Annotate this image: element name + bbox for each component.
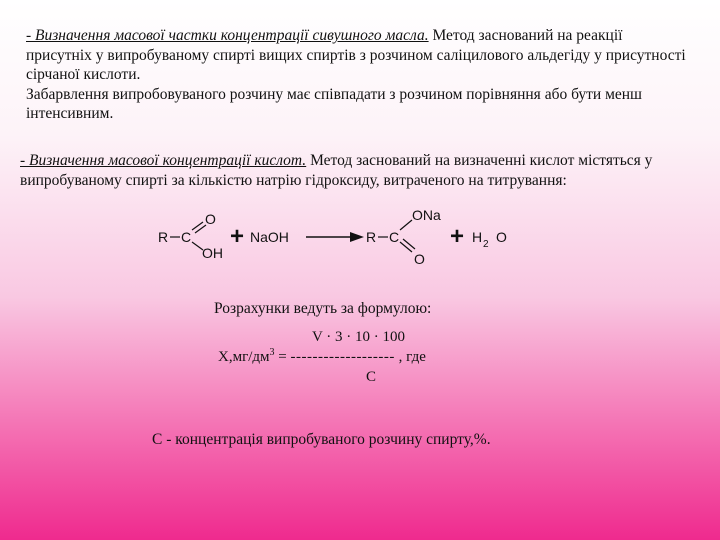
water-h: H xyxy=(472,229,483,245)
formula-main-line xyxy=(218,347,426,366)
formula-note: C - концентрація випробуваного розчину спирту,%. xyxy=(152,431,491,448)
formula-denominator: C xyxy=(366,369,377,385)
section-kysloty xyxy=(20,151,700,190)
product-r: R xyxy=(366,229,377,245)
section2-text: Метод заснований на визначенні кислот містяться у випробуваному спирті за кількістю натрію гідроксиду, витраченого на титрування: xyxy=(20,152,653,189)
water-o: O xyxy=(496,229,507,245)
section2-heading: - Визначення масової концентрації кислот. xyxy=(20,152,307,169)
formula-intro: Розрахунки ведуть за формулою: xyxy=(214,300,432,317)
water-subscript: 2 xyxy=(483,239,489,250)
reaction-equation xyxy=(150,200,530,280)
product-c: C xyxy=(389,229,400,245)
plus-sign-2: + xyxy=(450,223,465,250)
section1-heading: - Визначення масової частки концентрації сивушного масла. xyxy=(26,27,429,44)
formula-lhs: X,мг/дм xyxy=(218,349,270,365)
reactant-oh: OH xyxy=(202,245,223,261)
plus-sign-1: + xyxy=(230,223,245,250)
reaction-diagram xyxy=(150,200,530,280)
bond-c-ona xyxy=(400,220,412,230)
formula-equals: = xyxy=(274,349,291,365)
double-bond-d xyxy=(403,239,415,249)
formula-where: , где xyxy=(394,349,426,365)
section1-text: Метод заснований на реакції присутніх у випробуваному спирті вищих спиртів з розчином саліцилового альдегіду у присутності сірчаної кислоти. xyxy=(26,27,686,83)
reactant-c: C xyxy=(181,229,192,245)
product-ona: ONa xyxy=(412,207,441,223)
reaction-arrow-head xyxy=(350,232,364,242)
reactant-r: R xyxy=(158,229,169,245)
section1-text2: Забарвлення випробовуваного розчину має співпадати з розчином порівняння або бути менш інтенсивним. xyxy=(26,85,642,122)
formula-lhs-sup: 3 xyxy=(269,347,275,358)
formula-numerator: V · 3 · 10 · 100 xyxy=(312,329,406,345)
reagent-naoh: NaOH xyxy=(250,229,289,245)
formula-fraction-bar: ------------------- xyxy=(290,349,395,365)
reactant-o: O xyxy=(205,211,216,227)
double-bond-c xyxy=(400,242,412,252)
section-sivushne-maslo xyxy=(26,26,686,124)
product-o: O xyxy=(414,251,425,267)
